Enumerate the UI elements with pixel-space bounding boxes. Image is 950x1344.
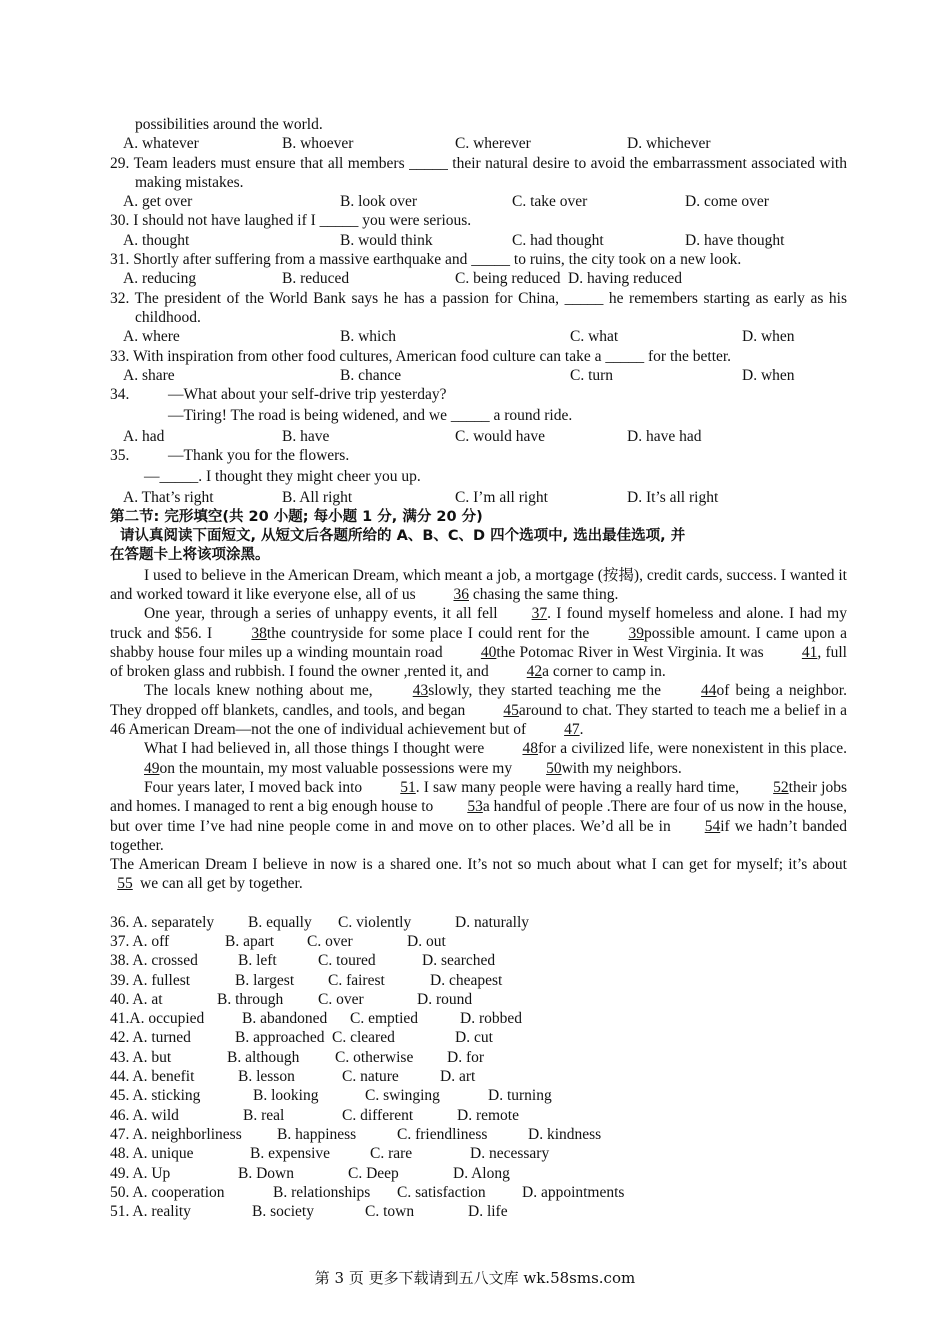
p2-text-c: the countryside for some place I could rent for the [266, 624, 595, 642]
blank-42: 42 [526, 663, 543, 681]
q35-dialog-2: —_____. I thought they might cheer you up. [144, 468, 421, 486]
q35-line2 [110, 467, 847, 488]
answer-row [110, 913, 847, 932]
q30-options [110, 231, 847, 250]
section2-instruction-1: 请认真阅读下面短文, 从短文后各题所给的 A、B、C、D 四个选项中, 选出最佳选项, 并 [120, 528, 686, 545]
answer-option-b: B. equally [248, 913, 312, 931]
p2-text-b: . I found myself homeless and alone. I had my truck and $56. I [110, 605, 847, 642]
q34-option-c: C. would have [455, 428, 545, 446]
q31-option-d: D. having reduced [568, 270, 683, 288]
answer-option-b: B. approached [235, 1029, 325, 1047]
p3-text-a: The locals knew nothing about me, [144, 682, 379, 700]
p5-text-b: . I saw many people were having a really hard time, [415, 778, 740, 796]
answer-option-d: D. life [468, 1203, 508, 1221]
answer-option-d: D. Along [453, 1164, 510, 1182]
p3-text-e: . [579, 721, 584, 739]
answer-option-b: B. although [227, 1048, 300, 1066]
answer-option-a: 39. A. fullest [110, 971, 191, 989]
answer-option-c: C. different [342, 1106, 414, 1124]
answer-option-d: D. out [407, 932, 446, 950]
q33-options [110, 366, 847, 385]
answer-row [110, 990, 847, 1009]
blank-55: 55 [117, 875, 133, 893]
q34-line1 [110, 385, 847, 406]
answer-option-a: 51. A. reality [110, 1203, 191, 1221]
blank-37: 37 [531, 605, 548, 623]
q28-option-a: A. whatever [123, 135, 199, 153]
blank-54: 54 [704, 817, 721, 835]
p5-text-c: their jobs and homes. I managed to rent a big enough house to [110, 778, 847, 816]
blank-47: 47 [564, 721, 580, 739]
answer-option-d: D. cheapest [430, 971, 503, 989]
answer-option-a: 36. A. separately [110, 913, 215, 931]
answer-row [110, 1164, 847, 1183]
answer-option-d: D. naturally [455, 913, 530, 931]
p3-text-b: slowly, they started teaching me the [428, 682, 668, 700]
answer-row [110, 971, 847, 990]
blank-53: 53 [467, 798, 483, 816]
passage-paragraph-2 [110, 604, 847, 681]
q30-stem: 30. I should not have laughed if I _____ you were serious. [110, 212, 472, 230]
q32-option-a: A. where [123, 328, 180, 346]
answer-row [110, 1086, 847, 1105]
p5-text-e: if we hadn’t banded together. [110, 817, 847, 854]
answer-option-a: 46. A. wild [110, 1106, 179, 1124]
q28-option-b: B. whoever [282, 135, 354, 153]
passage-paragraph-4 [110, 739, 847, 778]
p6-text-a: The American Dream I believe in now is a shared one. It’s not so much about what I can get for myself; it’s about [110, 856, 847, 874]
p2-text-f: , full of broken glass and rubbish. I found the owner ,rented it, and [110, 643, 847, 681]
answer-option-c: C. over [307, 932, 353, 950]
q34-option-b: B. have [282, 428, 330, 446]
q31-option-c: C. being reduced [455, 270, 561, 288]
blank-44: 44 [701, 682, 717, 700]
answer-option-b: B. Down [238, 1164, 294, 1182]
answer-option-a: 50. A. cooperation [110, 1183, 225, 1201]
p4-text-a: What I had believed in, all those things I thought were [144, 740, 489, 758]
answer-option-c: C. rare [370, 1145, 413, 1163]
answer-option-b: B. looking [253, 1087, 319, 1105]
blank-45: 45 [503, 701, 519, 719]
answer-option-a: 44. A. benefit [110, 1068, 195, 1086]
passage-paragraph-3 [110, 681, 847, 739]
q34-number: 34. [110, 386, 130, 404]
q35-option-b: B. All right [282, 489, 353, 507]
answer-option-b: B. expensive [250, 1145, 331, 1163]
answer-option-d: D. kindness [528, 1125, 602, 1143]
q34-options [110, 427, 847, 446]
answer-row [110, 1009, 847, 1028]
q29-option-b: B. look over [340, 193, 418, 211]
q34-dialog-2: —Tiring! The road is being widened, and we _____ a round ride. [168, 407, 573, 425]
answer-row [110, 1202, 847, 1221]
answer-option-b: B. lesson [238, 1068, 295, 1086]
blank-51: 51 [400, 778, 416, 796]
q35-number: 35. [110, 447, 130, 465]
q28-stem-continuation: possibilities around the world. [135, 116, 323, 133]
answer-option-b: B. real [243, 1106, 285, 1124]
answer-option-a: 41.A. occupied [110, 1010, 205, 1028]
answer-option-d: D. remote [457, 1106, 519, 1124]
q30-option-b: B. would think [340, 231, 433, 249]
answer-option-d: D. robbed [460, 1010, 522, 1028]
p2-text-d: possible amount. I came upon a shabby house four miles up a winding mountain road [110, 624, 847, 661]
q34-option-d: D. have had [627, 428, 702, 446]
q29-options [110, 192, 847, 211]
answer-option-c: C. Deep [348, 1164, 399, 1182]
answer-options-list [110, 913, 847, 1222]
answer-option-c: C. emptied [350, 1010, 419, 1028]
p2-text-g: a corner to camp in. [542, 663, 666, 681]
p4-text-b: for a civilized life, were nonexistent in this place. [537, 740, 847, 758]
q34-dialog-1: —What about your self-drive trip yesterday? [168, 386, 447, 404]
p5-text-a: Four years later, I moved back into [144, 778, 367, 796]
q28-options [110, 134, 847, 153]
q32-options [110, 327, 847, 346]
answer-option-c: C. satisfaction [397, 1183, 486, 1201]
answer-row [110, 1106, 847, 1125]
answer-row [110, 932, 847, 951]
p6-text-b: we can all get by together. [140, 875, 303, 893]
p2-text-e: the Potomac River in West Virginia. It was [496, 643, 768, 661]
answer-row [110, 1028, 847, 1047]
answer-option-c: C. otherwise [335, 1048, 414, 1066]
blank-49: 49 [144, 759, 160, 777]
q29-option-d: D. come over [685, 193, 769, 211]
passage-paragraph-5 [110, 778, 847, 855]
q34-line2 [110, 406, 847, 427]
answer-option-b: B. society [252, 1203, 314, 1221]
answer-option-a: 47. A. neighborliness [110, 1125, 242, 1143]
q30-option-c: C. had thought [512, 231, 604, 249]
q33-option-a: A. share [123, 366, 175, 384]
q29-option-c: C. take over [512, 193, 588, 211]
answer-option-a: 48. A. unique [110, 1145, 194, 1163]
answer-option-d: D. necessary [470, 1145, 550, 1163]
answer-option-a: 43. A. but [110, 1048, 172, 1066]
answer-option-a: 38. A. crossed [110, 952, 198, 970]
blank-43: 43 [412, 682, 429, 700]
blank-40: 40 [480, 643, 497, 661]
answer-option-c: C. violently [338, 913, 412, 931]
q33-option-b: B. chance [340, 366, 402, 384]
q31-option-a: A. reducing [123, 270, 197, 288]
q31-options [110, 269, 847, 288]
blank-50: 50 [546, 759, 562, 777]
q31-option-b: B. reduced [282, 270, 350, 288]
answer-option-a: 49. A. Up [110, 1164, 171, 1182]
q35-option-d: D. It’s all right [627, 489, 719, 507]
exam-page [110, 115, 847, 1221]
answer-option-b: B. happiness [277, 1125, 357, 1143]
q35-line1 [110, 446, 847, 467]
passage-paragraph-1 [110, 566, 847, 605]
answer-option-c: C. friendliness [397, 1125, 488, 1143]
answer-row [110, 1125, 847, 1144]
answer-option-c: C. swinging [365, 1087, 440, 1105]
passage-paragraph-6 [110, 855, 847, 894]
q33-option-c: C. turn [570, 366, 614, 384]
p4-text-c: on the mountain, my most valuable possessions were my [159, 759, 513, 777]
blank-41: 41 [801, 643, 818, 661]
answer-option-d: D. searched [422, 952, 496, 970]
q31-stem: 31. Shortly after suffering from a massive earthquake and _____ to ruins, the city took on a new look. [110, 251, 742, 269]
answer-option-c: C. town [365, 1203, 415, 1221]
answer-option-c: C. nature [342, 1068, 399, 1086]
q30-option-d: D. have thought [685, 231, 785, 249]
q35-options [110, 488, 847, 507]
answer-option-a: 42. A. turned [110, 1029, 191, 1047]
q33-stem: 33. With inspiration from other food cultures, American food culture can take a _____ for the better. [110, 347, 732, 365]
answer-option-d: D. appointments [522, 1183, 625, 1201]
q32-option-b: B. which [340, 328, 396, 346]
section2-instruction-2: 在答题卡上将该项涂黑。 [110, 547, 270, 564]
q32-option-d: D. when [742, 328, 795, 346]
p3-text-c: of being a neighbor. They dropped off blankets, candles, and tools, and began [110, 682, 847, 719]
answer-option-d: D. round [417, 990, 473, 1008]
answer-row [110, 1144, 847, 1163]
page-footer: 第 3 页 更多下载请到五八文库 wk.58sms.com [314, 1269, 636, 1287]
answer-option-b: B. relationships [273, 1183, 371, 1201]
answer-row [110, 1183, 847, 1202]
answer-option-b: B. left [238, 952, 277, 970]
section2-title: 第二节: 完形填空(共 20 小题; 每小题 1 分, 满分 20 分) [110, 508, 483, 525]
q28-option-d: D. whichever [627, 135, 711, 153]
p4-text-d: with my neighbors. [561, 759, 682, 777]
q33-option-d: D. when [742, 366, 795, 384]
answer-option-c: C. toured [318, 952, 376, 970]
answer-option-d: D. turning [488, 1087, 552, 1105]
blank-39: 39 [628, 624, 644, 642]
q30-option-a: A. thought [123, 231, 190, 249]
p5-text-d: a handful of people .There are four of us now in the house, but over time I’ve had nine people come in and move on to other places. We’d all be in [110, 798, 847, 835]
q32-stem: 32. The president of the World Bank says he has a passion for China, _____ he remembers starting as early as his childhood. [110, 289, 847, 326]
blank-48: 48 [522, 740, 538, 758]
q28-option-c: C. wherever [455, 135, 531, 153]
blank-38: 38 [251, 624, 267, 642]
answer-option-c: C. fairest [328, 971, 385, 989]
q34-option-a: A. had [123, 428, 165, 446]
blank-52: 52 [773, 778, 789, 796]
q32-option-c: C. what [570, 328, 619, 346]
q35-option-a: A. That’s right [123, 489, 214, 507]
answer-row [110, 951, 847, 970]
answer-option-d: D. art [440, 1068, 476, 1086]
blank-36: 36 [453, 585, 469, 603]
q29-stem: 29. Team leaders must ensure that all members _____ their natural desire to avoid the embarrassment associated with making mistakes. [110, 154, 847, 191]
p3-text-d: around to chat. They started to teach me a belief in a 46 American Dream—not the one of individual achievement but of [110, 701, 847, 739]
answer-option-b: B. apart [225, 932, 275, 950]
answer-option-b: B. abandoned [242, 1010, 328, 1028]
answer-option-a: 40. A. at [110, 990, 163, 1008]
q35-option-c: C. I’m all right [455, 489, 548, 507]
q35-dialog-1: —Thank you for the flowers. [168, 447, 350, 465]
answer-row [110, 1067, 847, 1086]
p1-text-a: I used to believe in the American Dream, which meant a job, a mortgage (按揭), credit cards, success. I wanted it and worked toward it like everyone else, all of us [110, 566, 847, 603]
answer-option-a: 37. A. off [110, 932, 170, 950]
p1-text-b: chasing the same thing. [468, 585, 619, 603]
answer-option-a: 45. A. sticking [110, 1087, 201, 1105]
p2-text-a: One year, through a series of unhappy events, it all fell [144, 605, 498, 623]
answer-row [110, 1048, 847, 1067]
answer-option-c: C. cleared [332, 1029, 395, 1047]
answer-option-d: D. for [447, 1048, 485, 1066]
q29-option-a: A. get over [123, 193, 193, 211]
answer-option-d: D. cut [455, 1029, 493, 1047]
answer-option-b: B. largest [235, 971, 295, 989]
answer-option-c: C. over [318, 990, 364, 1008]
answer-option-b: B. through [217, 990, 284, 1008]
